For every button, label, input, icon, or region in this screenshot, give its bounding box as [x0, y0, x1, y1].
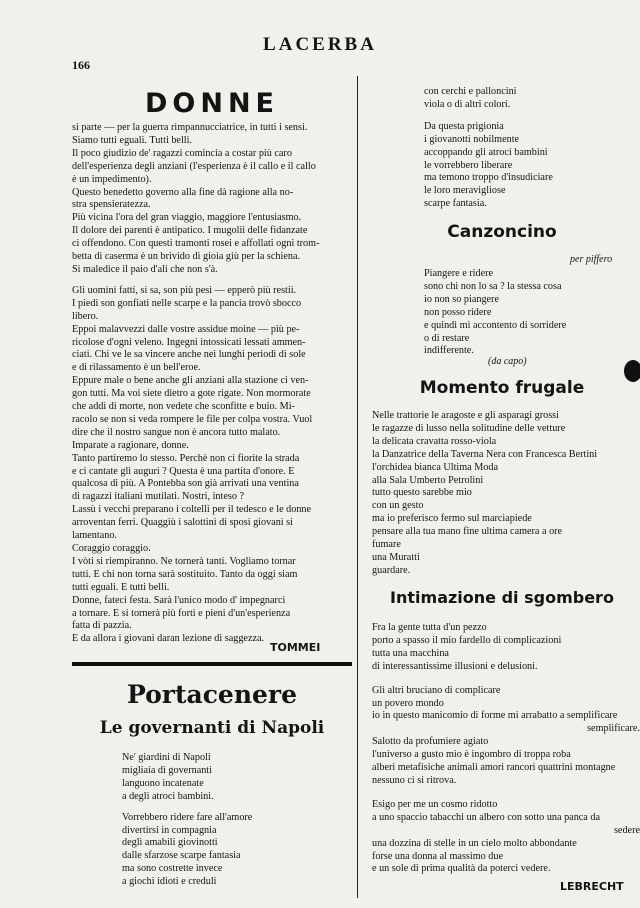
poem-line: non posso ridere	[424, 306, 492, 318]
text-line: libero.	[72, 310, 99, 322]
text-line: Lassù i vecchi preparano i coltelli per il tedesco e le donne	[72, 504, 312, 516]
poem-line: un povero mondo	[372, 697, 444, 709]
poem-line: languono incatenate	[122, 777, 204, 789]
poem-line: a uno spaccio tabacchi un albero con sotto una panca da	[372, 811, 600, 823]
stanza-gap	[424, 112, 634, 121]
stanza-gap	[122, 804, 352, 812]
canzoncino-coda: (da capo)	[488, 356, 527, 367]
text-line: si parte — per la guerra rimpannucciatrice, in tutti i sensi.	[72, 122, 308, 133]
poem-line: alla Sala Umberto Petrolini	[372, 474, 484, 486]
poem-line: sono chi non lo sa ? la stessa cosa	[424, 280, 562, 292]
text-line: gon tutti. Ma voi siete dietro a gote rigate. Non mormorate	[72, 388, 311, 400]
text-line: tutti eguali. E tutti belli.	[72, 581, 170, 593]
canzoncino-poem	[424, 268, 634, 358]
poem-line: indifferente.	[424, 345, 474, 357]
text-line: Il dolore dei parenti è antipatico. I mugolii delle fidanzate	[72, 225, 308, 237]
text-line: Si maledice il paio d'ali che non s'à.	[72, 263, 218, 275]
text-line: e di rilassamento è un bell'eroe.	[72, 362, 201, 374]
text-line: dire che il nostro sangue non è ancora tutto malato.	[72, 426, 281, 438]
poem-line: guardare.	[372, 564, 411, 576]
text-line: I vòti si riempiranno. Ne tornerà tanti. Vogliamo tornar	[72, 555, 296, 567]
poem-line: tutto questo sarebbe mio	[372, 487, 472, 499]
poem-line: Vorrebbero ridere fare all'amore	[122, 811, 253, 823]
column-divider	[357, 76, 358, 898]
poem-line: tutta una macchina	[372, 647, 449, 659]
poem-line: pensare alla tua mano fine ultima camera a ore	[372, 526, 563, 538]
canzoncino-dedication: per piffero	[570, 254, 613, 265]
poem-line: i giovanotti nobilmente	[424, 133, 520, 145]
page-number: 166	[72, 58, 90, 72]
poem-line: le vorrebbero liberare	[424, 159, 513, 171]
text-line: Questo benedetto governo alla fine dà ragione alla no-	[72, 186, 294, 198]
poem-line: di interessantissime illusioni e delusioni.	[372, 660, 538, 672]
text-line: ricolose d'ogni veleno. Ingegni intossicati lessati ammen-	[72, 336, 306, 348]
stanza-gap	[372, 788, 640, 799]
poem-line: con cerchi e palloncini	[424, 86, 517, 97]
poem-line: porto a spasso il mio fardello di complicazioni	[372, 634, 562, 646]
poem-line: alberi metafisiche animali amori rancori quattrini montagne	[372, 762, 616, 774]
paragraph-gap	[72, 277, 354, 285]
text-line: Siamo tutti eguali. Tutti belli.	[72, 134, 192, 146]
text-line: fatta di pazzia.	[72, 620, 132, 632]
governanti-subtitle: Le governanti di Napoli	[99, 718, 325, 738]
donne-title: DONNE	[144, 88, 279, 119]
poem-line: fumare	[372, 539, 401, 551]
poem-line: Nelle trattorie le aragoste e gli asparagi grossi	[372, 410, 559, 421]
poem-line: la delicata cravatta rosso-viola	[372, 435, 497, 447]
momento-poem	[372, 410, 640, 578]
text-line: Imparate a ragionare, donne.	[72, 439, 189, 451]
text-line: racolo se non si veda rompere le file per colpa vostra. Vuol	[72, 413, 313, 425]
stanza-gap	[372, 674, 640, 685]
poem-line: con un gesto	[372, 500, 424, 512]
text-line: dell'esperienza degli anziani (l'esperienza è il callo e il callo	[72, 160, 316, 172]
poem-line: scarpe fantasia.	[424, 198, 487, 210]
text-line: stra spensieratezza.	[72, 199, 151, 211]
text-line: tutti. E chi non torna sarà sostituito. Tanto da oggi siam	[72, 568, 298, 580]
text-line: Donne, fateci festa. Sarà l'unico modo d' impegnarci	[72, 594, 286, 606]
text-line: Coraggio coraggio.	[72, 543, 151, 554]
poem-line: una dozzina di stelle in un cielo molto abbondante	[372, 837, 577, 849]
poem-line: ma io preferisco fermo sul marciapiede	[372, 513, 532, 525]
poem-line: a degli atroci bambini.	[122, 790, 214, 802]
portacenere-title: Portacenere	[126, 680, 297, 709]
poem-line: sedere	[613, 824, 640, 836]
text-line: Il poco giudizio de' ragazzi comincia a costar più caro	[72, 147, 292, 159]
poem-line: Piangere e ridere	[424, 268, 494, 279]
intimazione-poem	[372, 622, 640, 876]
poem-line: le ragazze di lusso nella solitudine delle vetture	[372, 422, 566, 434]
text-line: Eppoi malavvezzi dalle vostre assidue moine — più pe-	[72, 323, 300, 335]
poem-line: dalle sfarzose scarpe fantasia	[122, 850, 241, 862]
text-line: che addì di morte, non vedete che sconfitte e buio. Mi-	[72, 401, 295, 413]
poem-line: Esigo per me un cosmo ridotto	[372, 798, 498, 810]
poem-line: la Danzatrice della Taverna Nera con Francesca Bertini	[372, 448, 598, 460]
momento-title: Momento frugale	[419, 378, 585, 398]
masthead: LACERBA	[263, 34, 377, 55]
text-line: lamentano.	[72, 530, 117, 542]
poem-line: Gli altri bruciano di complicare	[372, 684, 501, 696]
text-line: Gli uomini fatti, si sa, son più pesi — epperò più restii.	[72, 284, 297, 296]
poem-line: io in questo manicomio di forme mi arrabatto a semplificare	[372, 710, 618, 722]
text-line: arroventan ferri. Quaggiù i salottini di sposi giovani si	[72, 517, 293, 529]
poem-line: accoppando gli atroci bambini	[424, 146, 548, 158]
poem-line: e un sole di prima qualità da poterci vedere.	[372, 863, 551, 875]
text-line: ciati. Chi ve le sa vincere anche nei lunghi periodi di sole	[72, 349, 306, 361]
text-line: di ragazzi italiani mutilati. Nostri, inteso ?	[72, 491, 245, 503]
poem-line: Fra la gente tutta d'un pezzo	[372, 622, 487, 633]
poem-line: io non so piangere	[424, 293, 499, 305]
text-line: a tornare. E si tornerà più forti e pieni d'un'esperienza	[72, 607, 291, 619]
poem-line: e quindi mi accontento di sorridere	[424, 319, 567, 331]
poem-line: Salotto da profumiere agiato	[372, 736, 489, 748]
donne-body	[72, 122, 354, 646]
poem-line: a giochi idioti e creduli	[122, 876, 217, 888]
donne-signature: TOMMEI	[270, 641, 321, 654]
poem-line: divertirsi in compagnia	[122, 824, 217, 836]
section-rule	[72, 662, 352, 666]
poem-line: ma temono troppo d'insudiciare	[424, 172, 553, 184]
poem-line: semplificare.	[587, 723, 640, 735]
governanti-poem	[122, 752, 352, 889]
text-line: Tanto partiremo lo stesso. Perchè non ci fiorite la strada	[72, 452, 300, 464]
poem-line: ma sono costrette invece	[122, 863, 223, 875]
intimazione-signature: LEBRECHT	[560, 880, 624, 893]
text-line: betta di caserma è un brivido di gioia giù per la schiena.	[72, 251, 301, 263]
text-line: e ci cantate gli auguri ? Questa è una partita d'onore. E	[72, 465, 295, 477]
poem-line: l'universo a gusto mio è ingombro di troppa roba	[372, 749, 571, 761]
text-line: Più vicina l'ora del gran viaggio, maggiore l'entusiasmo.	[72, 212, 302, 224]
poem-line: l'orchidea bianca Ultima Moda	[372, 461, 499, 473]
canzoncino-title: Canzoncino	[447, 222, 557, 242]
governanti-continuation	[424, 86, 634, 211]
poem-line: le loro meravigliose	[424, 185, 506, 197]
poem-line: o di restare	[424, 332, 470, 344]
text-line: Eppure male o bene anche gli anziani alla stazione ci ven-	[72, 375, 309, 387]
intimazione-title: Intimazione di sgombero	[390, 588, 614, 607]
poem-line: degli amabili giovinotti	[122, 837, 218, 849]
text-line: qualcosa di più. A Pontebba son già arrivati una ventina	[72, 478, 299, 490]
text-line: è un impedimento).	[72, 173, 152, 185]
text-line: E da allora i giovani daran lezione di saggezza.	[72, 633, 265, 645]
poem-line: viola o di altri colori.	[424, 98, 511, 110]
text-line: ci offendono. Con questi tramonti rosei e affollati ogni trom-	[72, 238, 320, 250]
poem-line: Da questa prigionia	[424, 120, 504, 132]
poem-line: migliaia di governanti	[122, 764, 212, 776]
text-line: I piedi son gonfiati nelle scarpe e la pancia trovò sbocco	[72, 297, 302, 309]
poem-line: una Muratti	[372, 551, 420, 563]
poem-line: nessuno ci si ritrova.	[372, 774, 457, 786]
poem-line: forse una donna al massimo due	[372, 850, 503, 862]
poem-line: Ne' giardini di Napoli	[122, 752, 211, 763]
